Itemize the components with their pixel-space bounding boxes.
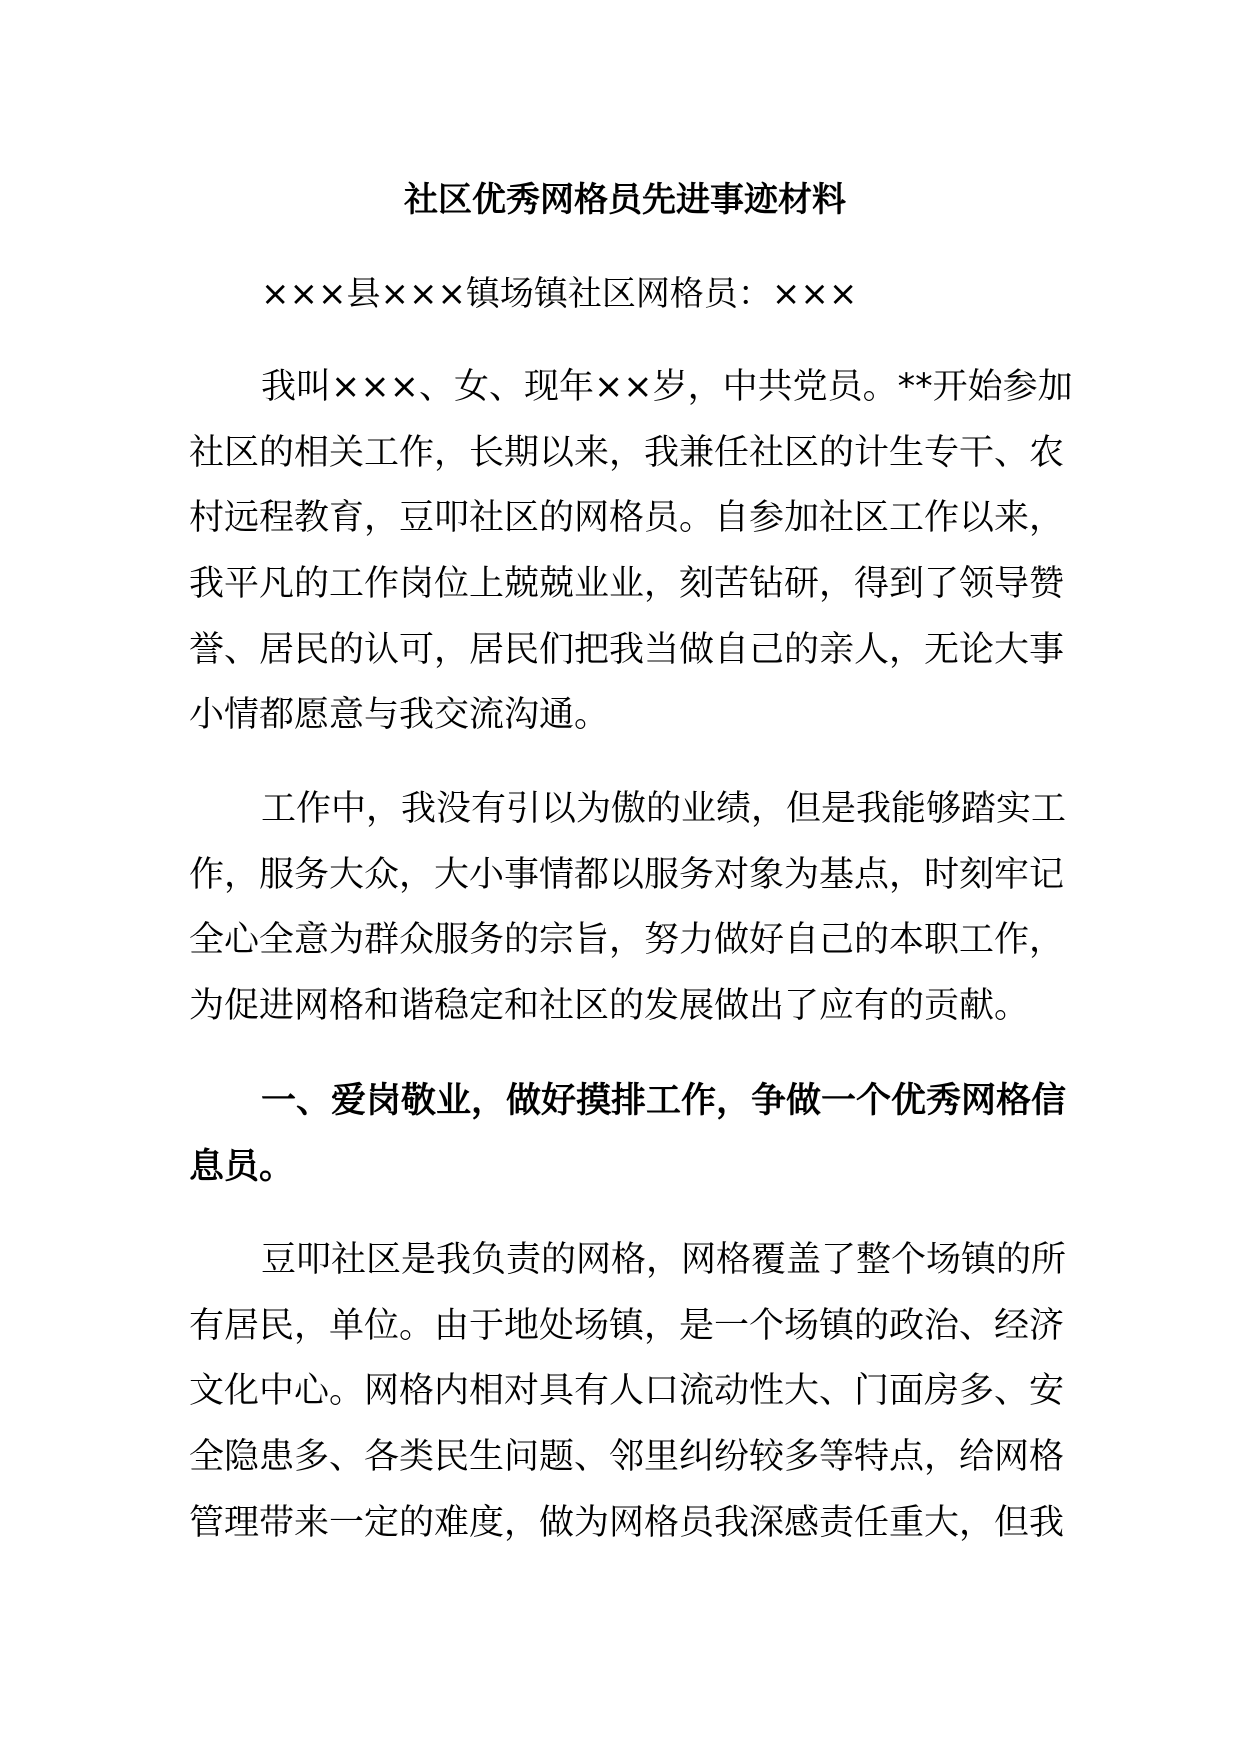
text-line: 豆叩社区是我负责的网格，网格覆盖了整个场镇的所 bbox=[261, 1240, 1067, 1280]
paragraph-work bbox=[189, 785, 1067, 1048]
text-line: 息员。 bbox=[189, 1146, 295, 1187]
text-line: 社区的相关工作，长期以来，我兼任社区的计生专干、农 bbox=[189, 432, 1065, 473]
document-title: 社区优秀网格员先进事迹材料 bbox=[404, 180, 846, 220]
section-heading-1 bbox=[189, 1077, 1067, 1208]
text-line: 管理带来一定的难度，做为网格员我深感责任重大，但我 bbox=[189, 1502, 1065, 1543]
paragraph-grid bbox=[189, 1236, 1067, 1564]
text-line: 小情都愿意与我交流沟通。 bbox=[189, 695, 610, 736]
text-line: 有居民，单位。由于地处场镇，是一个场镇的政治、经济 bbox=[189, 1305, 1065, 1346]
text-line: 誉、居民的认可，居民们把我当做自己的亲人，无论大事 bbox=[189, 629, 1065, 670]
text-line: 全心全意为群众服务的宗旨，努力做好自己的本职工作， bbox=[189, 920, 1065, 961]
text-line: 为促进网格和谐稳定和社区的发展做出了应有的贡献。 bbox=[189, 986, 1030, 1027]
text-line: 作，服务大众，大小事情都以服务对象为基点，时刻牢记 bbox=[189, 854, 1065, 895]
paragraph-intro bbox=[189, 363, 1073, 757]
text-line: 工作中，我没有引以为傲的业绩，但是我能够踏实工 bbox=[261, 789, 1067, 829]
text-line: 我叫×××、女、现年××岁，中共党员。**开始参加 bbox=[261, 367, 1073, 407]
author-byline: ×××县×××镇场镇社区网格员：××× bbox=[261, 274, 858, 314]
text-line: 文化中心。网格内相对具有人口流动性大、门面房多、安 bbox=[189, 1371, 1065, 1412]
text-line: 村远程教育，豆叩社区的网格员。自参加社区工作以来， bbox=[189, 498, 1065, 539]
text-line: 全隐患多、各类民生问题、邻里纠纷较多等特点，给网格 bbox=[189, 1437, 1065, 1478]
text-line: 一、爱岗敬业，做好摸排工作，争做一个优秀网格信 bbox=[261, 1081, 1067, 1121]
text-line: 我平凡的工作岗位上兢兢业业，刻苦钻研，得到了领导赞 bbox=[189, 564, 1065, 605]
